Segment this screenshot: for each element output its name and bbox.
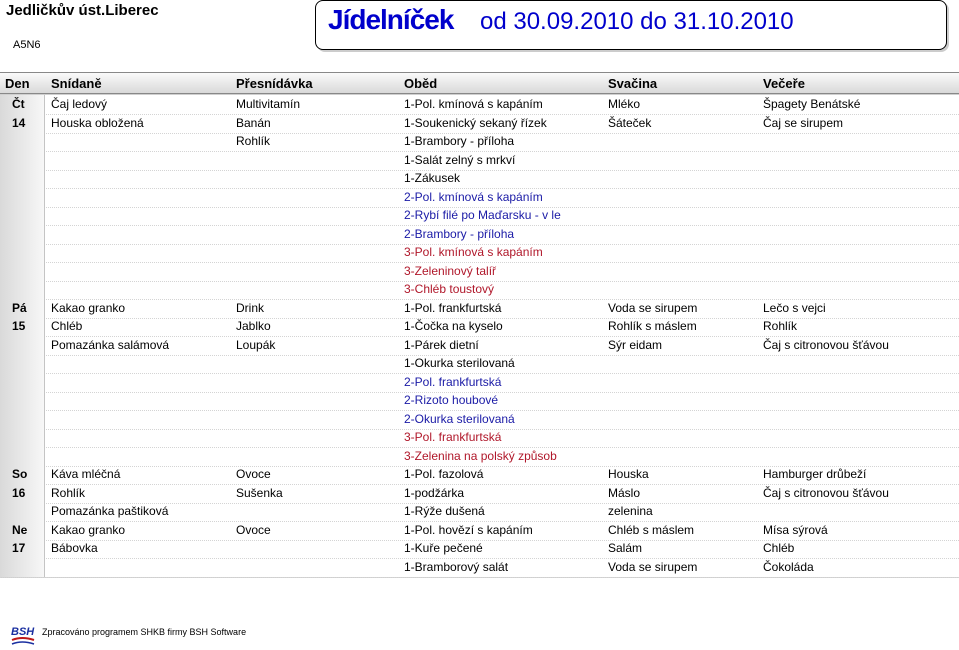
table-row xyxy=(0,410,959,430)
day-cell xyxy=(0,169,45,188)
cell-snack-am: Ovoce xyxy=(236,522,271,537)
cell-lunch: 1-Bramborový salát xyxy=(404,559,509,574)
cell-snack-am: Multivitamín xyxy=(236,97,301,111)
cell-lunch: 1-Párek dietní xyxy=(404,337,479,352)
table-row xyxy=(0,132,959,152)
column-header-dinner: Večeře xyxy=(763,76,805,91)
day-label: Čt xyxy=(12,97,25,111)
cell-snack-am: Ovoce xyxy=(236,467,271,481)
cell-snack-pm: Šáteček xyxy=(608,115,652,130)
table-row xyxy=(0,502,959,522)
table-row xyxy=(0,521,959,541)
day-label: Pá xyxy=(12,300,27,315)
table-header xyxy=(0,72,959,94)
cell-breakfast: Houska obložená xyxy=(51,115,144,130)
cell-dinner: Špagety Benátské xyxy=(763,97,861,111)
cell-breakfast: Kakao granko xyxy=(51,522,126,537)
table-row xyxy=(0,95,959,115)
cell-lunch: 1-Soukenický sekaný řízek xyxy=(404,115,547,130)
cell-snack-pm: Voda se sirupem xyxy=(608,559,698,574)
bsh-logo xyxy=(10,624,36,646)
table-row xyxy=(0,354,959,374)
cell-dinner: Mísa sýrová xyxy=(763,522,828,537)
cell-breakfast: Čaj ledový xyxy=(51,97,108,111)
table-row xyxy=(0,373,959,393)
day-cell xyxy=(0,465,45,484)
day-cell xyxy=(0,317,45,336)
page-title: Jídelníček xyxy=(328,4,454,35)
cell-lunch: 1-Zákusek xyxy=(404,171,461,185)
table-row xyxy=(0,558,959,578)
cell-lunch: 1-podžárka xyxy=(404,485,465,500)
day-label: 15 xyxy=(12,319,26,333)
cell-snack-am: Rohlík xyxy=(236,134,271,148)
day-cell xyxy=(0,410,45,429)
cell-snack-am: Banán xyxy=(236,115,271,130)
cell-lunch: 2-Brambory - příloha xyxy=(404,226,515,241)
table-row xyxy=(0,465,959,485)
table-row xyxy=(0,317,959,337)
table-row xyxy=(0,243,959,263)
cell-snack-pm: Houska xyxy=(608,467,649,481)
cell-breakfast: Káva mléčná xyxy=(51,467,121,481)
day-cell xyxy=(0,206,45,225)
column-header-lunch: Oběd xyxy=(404,76,438,91)
cell-dinner: Hamburger drůbeží xyxy=(763,467,867,481)
day-cell xyxy=(0,151,45,170)
column-header-snack-am: Přesnídávka xyxy=(236,76,313,91)
table-row xyxy=(0,188,959,208)
cell-lunch: 3-Zelenina na polský způsob xyxy=(404,448,557,463)
footer-text: Zpracováno programem SHKB firmy BSH Software xyxy=(42,627,247,637)
school-name: Jedličkův úst.Liberec xyxy=(6,2,159,19)
cell-lunch: 1-Čočka na kyselo xyxy=(404,319,503,333)
cell-lunch: 1-Salát zelný s mrkví xyxy=(404,152,516,167)
cell-breakfast: Bábovka xyxy=(51,541,98,555)
date-range: od 30.09.2010 do 31.10.2010 xyxy=(480,8,794,35)
day-cell xyxy=(0,280,45,299)
cell-lunch: 3-Chléb toustový xyxy=(404,282,495,296)
cell-lunch: 1-Brambory - příloha xyxy=(404,134,515,148)
cell-dinner: Čokoláda xyxy=(763,559,814,574)
table-row xyxy=(0,391,959,411)
table-row xyxy=(0,484,959,504)
day-cell xyxy=(0,95,45,114)
day-cell xyxy=(0,502,45,521)
cell-breakfast: Pomazánka paštiková xyxy=(51,504,169,518)
day-cell xyxy=(0,336,45,355)
cell-lunch: 1-Okurka sterilovaná xyxy=(404,356,515,370)
column-header-day: Den xyxy=(5,76,30,91)
cell-snack-am: Drink xyxy=(236,300,265,315)
day-cell xyxy=(0,447,45,466)
cell-dinner: Lečo s vejci xyxy=(763,300,826,315)
cell-lunch: 1-Pol. frankfurtská xyxy=(404,300,502,315)
table-row xyxy=(0,114,959,134)
menu-table xyxy=(0,94,959,578)
cell-lunch: 1-Pol. kmínová s kapáním xyxy=(404,97,543,111)
table-row xyxy=(0,225,959,245)
day-label: Ne xyxy=(12,522,28,537)
cell-lunch: 1-Rýže dušená xyxy=(404,504,485,518)
group-code: A5N6 xyxy=(13,39,41,51)
day-cell xyxy=(0,132,45,151)
table-row xyxy=(0,151,959,171)
cell-dinner: Čaj se sirupem xyxy=(763,115,844,130)
cell-snack-am: Sušenka xyxy=(236,485,283,500)
cell-lunch: 1-Kuře pečené xyxy=(404,541,483,555)
table-row xyxy=(0,280,959,300)
table-row xyxy=(0,447,959,467)
table-row xyxy=(0,539,959,559)
cell-dinner: Rohlík xyxy=(763,319,798,333)
day-label: 17 xyxy=(12,541,26,555)
day-cell xyxy=(0,188,45,207)
day-cell xyxy=(0,391,45,410)
table-row xyxy=(0,428,959,448)
day-cell xyxy=(0,243,45,262)
cell-snack-pm: Salám xyxy=(608,541,643,555)
column-header-snack-pm: Svačina xyxy=(608,76,658,91)
cell-lunch: 3-Pol. kmínová s kapáním xyxy=(404,245,543,259)
cell-dinner: Čaj s citronovou šťávou xyxy=(763,337,889,352)
cell-lunch: 2-Pol. frankfurtská xyxy=(404,374,502,389)
cell-lunch: 2-Rizoto houbové xyxy=(404,393,499,407)
day-cell xyxy=(0,428,45,447)
cell-dinner: Chléb xyxy=(763,541,795,555)
cell-breakfast: Chléb xyxy=(51,319,83,333)
day-cell xyxy=(0,558,45,577)
cell-snack-pm: Mléko xyxy=(608,97,641,111)
cell-snack-pm: Rohlík s máslem xyxy=(608,319,697,333)
cell-snack-pm: zelenina xyxy=(608,504,653,518)
column-header-breakfast: Snídaně xyxy=(51,76,102,91)
cell-lunch: 3-Pol. frankfurtská xyxy=(404,430,502,444)
day-label: So xyxy=(12,467,28,481)
cell-snack-am: Jablko xyxy=(236,319,271,333)
cell-snack-pm: Chléb s máslem xyxy=(608,522,695,537)
cell-snack-am: Loupák xyxy=(236,337,276,352)
table-row xyxy=(0,262,959,282)
table-row xyxy=(0,169,959,189)
table-row xyxy=(0,299,959,319)
cell-breakfast: Kakao granko xyxy=(51,300,126,315)
day-cell xyxy=(0,299,45,318)
day-cell xyxy=(0,373,45,392)
day-cell xyxy=(0,262,45,281)
cell-lunch: 2-Pol. kmínová s kapáním xyxy=(404,189,543,204)
day-cell xyxy=(0,484,45,503)
day-cell xyxy=(0,114,45,133)
day-label: 14 xyxy=(12,115,26,130)
day-label: 16 xyxy=(12,485,26,500)
cell-lunch: 2-Rybí filé po Maďarsku - v le xyxy=(404,208,561,222)
day-cell xyxy=(0,354,45,373)
day-cell xyxy=(0,539,45,558)
table-row xyxy=(0,336,959,356)
svg-text:BSH: BSH xyxy=(11,626,35,638)
day-cell xyxy=(0,225,45,244)
day-cell xyxy=(0,521,45,540)
cell-snack-pm: Sýr eidam xyxy=(608,337,663,352)
cell-lunch: 1-Pol. fazolová xyxy=(404,467,484,481)
cell-lunch: 3-Zeleninový talíř xyxy=(404,263,497,278)
table-row xyxy=(0,206,959,226)
cell-snack-pm: Voda se sirupem xyxy=(608,300,698,315)
cell-snack-pm: Máslo xyxy=(608,485,641,500)
cell-breakfast: Pomazánka salámová xyxy=(51,337,170,352)
cell-lunch: 1-Pol. hovězí s kapáním xyxy=(404,522,533,537)
cell-dinner: Čaj s citronovou šťávou xyxy=(763,485,889,500)
cell-lunch: 2-Okurka sterilovaná xyxy=(404,411,515,426)
cell-breakfast: Rohlík xyxy=(51,485,86,500)
